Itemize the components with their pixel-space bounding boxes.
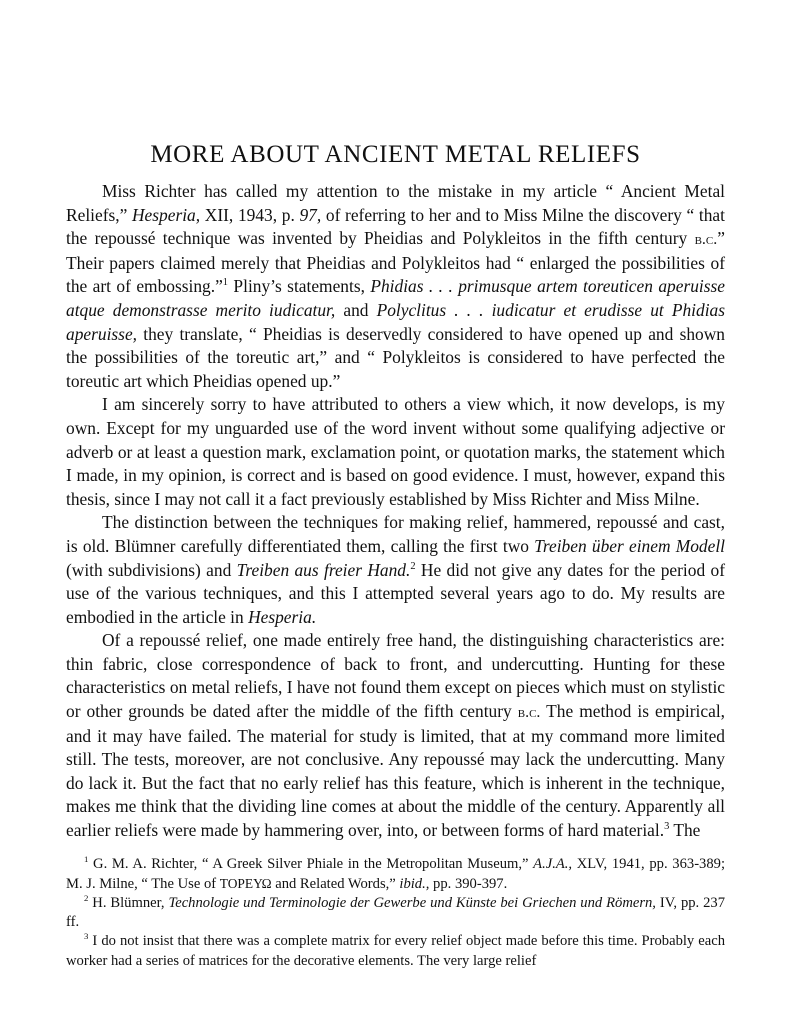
footnote-number: 3 <box>84 931 89 942</box>
footnote-ref-1: 1 <box>222 277 229 289</box>
journal-title: Hesperia, <box>132 204 201 225</box>
paragraph-3: The distinction between the techniques for making relief, hammered, repoussé and cast, is old. Blümner carefully differentiated them, calling the first two Treiben über einem Modell (with subdivisions) and Treiben aus freier Hand.$^2$ He did not give any dates for the period of use of the various techniques, and this I attempted several years ago to do. My results are embodied in the article in Hesperia. <box>66 512 725 627</box>
paragraph-2: I am sincerely sorry to have attributed to others a view which, it now develops, is my own. Except for my unguarded use of the word invent without some qualifying adjective or adverb or at least a question mark, exclamation point, or quotation marks, the statement which I made, in my opinion, is correct and is based on good evidence. I must, however, expand this thesis, since I may not call it a fact previously established by Miss Richter and Miss Milne. <box>66 394 725 509</box>
footnote-1: $^1$ G. M. A. Richter, “ A Greek Silver Phiale in the Metropolitan Museum,” A.J.A., XLV, 1941, pp. 363-389; M. J. Milne, “ The Use of ΤΟΡΕΥΩ and Related Words,” ibid., pp. 390-397. <box>66 853 725 892</box>
footnote-ref-2: 2 <box>410 560 416 572</box>
latin-quote: Phidias . . . primusque artem toreuticen aperuisse atque demonstrasse merito iudicatur, <box>66 276 725 320</box>
paragraph-4: Of a repoussé relief, one made entirely free hand, the distinguishing characteristics are: thin fabric, close correspondence of back to front, and undercutting. Hunting for these characteristics on metal reliefs, I have not found them except on pieces which must on stylistic or other grounds be dated after the middle of the fifth century b.c. The method is empirical, and it may have failed. The material for study is limited, that at my command more limited still. The tests, moreover, are not conclusive. Any repoussé may lack the undercutting. Many do lack it. But the fact that no early relief has this feature, which is inherent in the technique, makes me think that the dividing line comes at about the middle of the century. Apparently all earlier reliefs were made by hammering over, into, or between forms of hard material.$^3$ The <box>66 630 726 841</box>
german-term: Treiben aus freier Hand. <box>236 559 411 580</box>
paragraph-1: Miss Richter has called my attention to the mistake in my article “ Ancient Metal Reliefs,” Hesperia, XII, 1943, p. 97, of referring to her and to Miss Milne the discovery “ that the repoussé technique was invented by Pheidias and Polykleitos in the fifth century b.c.” Their papers claimed merely that Pheidias and Polykleitos had “ enlarged the possibilities of the art of embossing.”$^1$ Pliny’s statements, Phidias . . . primusque artem toreuticen aperuisse atque demonstrasse merito iudicatur, and Polyclitus . . . iudicatur et erudisse ut Phidias aperuisse, they translate, “ Pheidias is deservedly considered to have opened up and shown the possibilities of the toreutic art,” and “ Polykleitos is considered to have perfected the toreutic art which Pheidias opened up.” <box>66 181 725 391</box>
era-abbrev: b.c. <box>694 231 718 249</box>
footnote-separator <box>66 843 725 855</box>
footnote-number: 2 <box>84 893 89 904</box>
greek-word: ΤΟΡΕΥΩ <box>219 875 272 891</box>
book-title: Technologie und Terminologie der Gewerbe und Künste bei Griechen und Römern, <box>168 895 656 912</box>
footnote-2: $^2$ H. Blümner, Technologie und Terminologie der Gewerbe und Künste bei Griechen und Römern, IV, pp. 237 ff. <box>66 893 725 931</box>
article-title: MORE ABOUT ANCIENT METAL RELIEFS <box>150 141 641 168</box>
footnote-number: 1 <box>84 853 89 864</box>
german-term: Treiben über einem Modell <box>534 535 725 556</box>
article-page <box>66 140 725 971</box>
footnote-ref-3: 3 <box>664 821 670 833</box>
latin-quote: Polyclitus . . . iudicatur et erudisse ut Phidias aperuisse, <box>66 299 725 344</box>
footnote-3: $^3$ I do not insist that there was a complete matrix for every relief object made before this time. Probably each worker had a series of matrices for the decorative elements. The very large relief <box>66 931 725 969</box>
journal-title: Hesperia. <box>248 606 317 627</box>
era-abbrev: b.c. <box>517 704 541 722</box>
